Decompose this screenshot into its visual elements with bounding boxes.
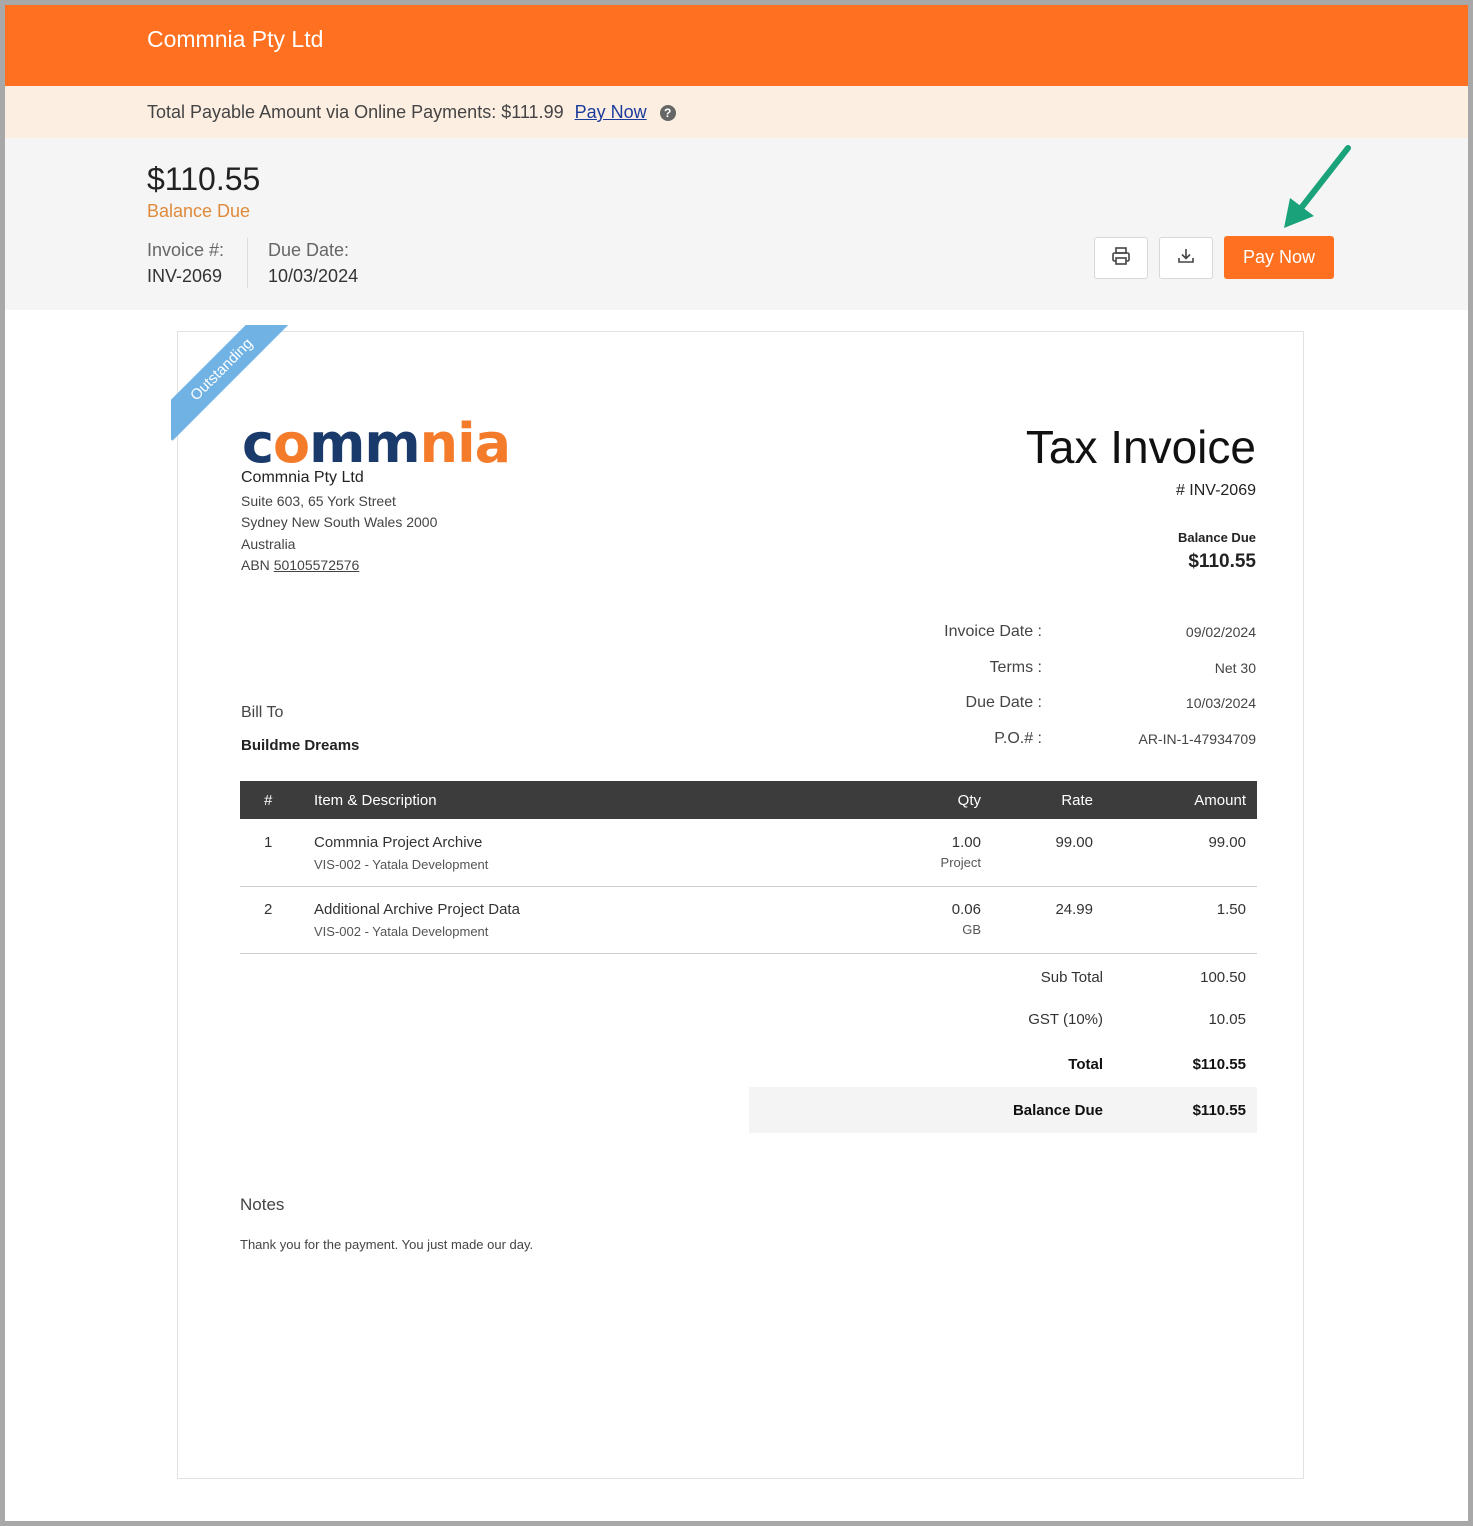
row-unit: Project bbox=[940, 855, 981, 870]
subtotal-value: 100.50 bbox=[1200, 969, 1246, 986]
annotation-arrow-icon bbox=[1280, 140, 1360, 235]
bill-to-name: Buildme Dreams bbox=[241, 737, 360, 754]
terms-label: Terms : bbox=[989, 659, 1042, 676]
gst-label: GST (10%) bbox=[1028, 1011, 1103, 1028]
print-button[interactable] bbox=[1094, 237, 1148, 279]
po-label: P.O.# : bbox=[994, 730, 1042, 747]
row-unit: GB bbox=[962, 922, 981, 937]
doc-balance-due-label: Balance Due bbox=[1177, 530, 1256, 545]
company-logo: commnia bbox=[242, 412, 511, 475]
terms-value: Net 30 bbox=[1214, 660, 1256, 676]
pay-now-button[interactable]: Pay Now bbox=[1224, 236, 1334, 279]
total-value: $110.55 bbox=[1192, 1056, 1246, 1073]
bill-to-label: Bill To bbox=[241, 704, 284, 721]
download-button[interactable] bbox=[1159, 237, 1213, 279]
abn-number: 50105572576 bbox=[273, 557, 360, 573]
table-row bbox=[240, 887, 1257, 954]
row-item-desc: VIS-002 - Yatala Development bbox=[314, 857, 489, 872]
seller-name: Commnia Pty Ltd bbox=[241, 469, 364, 486]
col-amount: Amount bbox=[1194, 792, 1246, 809]
row-amount: 99.00 bbox=[1208, 834, 1246, 851]
row-item-desc: VIS-002 - Yatala Development bbox=[314, 924, 489, 939]
header-company-name: Commnia Pty Ltd bbox=[147, 26, 324, 52]
totals-balance-due-value: $110.55 bbox=[1192, 1102, 1246, 1119]
online-payment-banner bbox=[0, 86, 1473, 138]
status-ribbon-label: Outstanding bbox=[171, 325, 291, 441]
row-amount: 1.50 bbox=[1216, 901, 1246, 918]
invoice-number-label: Invoice #: bbox=[147, 240, 225, 260]
row-qty: 1.00 bbox=[951, 834, 981, 851]
row-num: 2 bbox=[264, 901, 273, 918]
due-date-value: 10/03/2024 bbox=[268, 266, 359, 286]
abn-label: ABN bbox=[241, 557, 270, 573]
seller-address-line2: Sydney New South Wales 2000 bbox=[241, 514, 438, 530]
row-item-name: Commnia Project Archive bbox=[314, 834, 483, 851]
gst-value: 10.05 bbox=[1208, 1011, 1246, 1028]
totals-balance-due-label: Balance Due bbox=[1012, 1102, 1103, 1119]
row-num: 1 bbox=[264, 834, 273, 851]
status-ribbon bbox=[171, 325, 291, 445]
seller-abn bbox=[241, 557, 359, 573]
seller-address-line1: Suite 603, 65 York Street bbox=[241, 493, 396, 509]
meta-divider bbox=[247, 238, 248, 288]
pay-now-link[interactable]: Pay Now bbox=[574, 102, 647, 122]
question-circle-icon[interactable]: ? bbox=[660, 105, 676, 121]
top-header-bar bbox=[0, 0, 1473, 86]
invoice-summary bbox=[0, 138, 1473, 310]
invoice-number-value: INV-2069 bbox=[147, 266, 223, 286]
due-date-label: Due Date: bbox=[268, 240, 350, 260]
doc-balance-due-value: $110.55 bbox=[1188, 551, 1256, 572]
print-icon bbox=[1110, 245, 1132, 272]
row-item-name: Additional Archive Project Data bbox=[314, 901, 520, 918]
balance-due-label: Balance Due bbox=[147, 201, 251, 221]
items-table-header bbox=[240, 781, 1257, 819]
seller-address-line3: Australia bbox=[241, 536, 296, 552]
col-qty: Qty bbox=[957, 792, 981, 809]
balance-due-band bbox=[749, 1087, 1257, 1133]
online-payment-text-row bbox=[147, 102, 676, 123]
notes-text: Thank you for the payment. You just made our day. bbox=[240, 1237, 534, 1252]
total-label: Total bbox=[1068, 1056, 1103, 1073]
online-payment-text: Total Payable Amount via Online Payments: $111.99 bbox=[147, 102, 564, 122]
row-qty: 0.06 bbox=[951, 901, 981, 918]
doc-due-date-label: Due Date : bbox=[965, 694, 1042, 711]
row-rate: 24.99 bbox=[1055, 901, 1093, 918]
invoice-date-value: 09/02/2024 bbox=[1185, 624, 1256, 640]
col-rate: Rate bbox=[1061, 792, 1093, 809]
download-icon bbox=[1176, 246, 1196, 271]
invoice-number: # INV-2069 bbox=[1175, 482, 1256, 499]
po-value: AR-IN-1-47934709 bbox=[1138, 731, 1256, 747]
balance-amount: $110.55 bbox=[147, 161, 261, 197]
table-row bbox=[240, 819, 1257, 887]
row-rate: 99.00 bbox=[1055, 834, 1093, 851]
invoice-date-label: Invoice Date : bbox=[944, 623, 1042, 640]
col-num: # bbox=[264, 792, 273, 809]
col-item: Item & Description bbox=[314, 792, 437, 809]
subtotal-label: Sub Total bbox=[1040, 969, 1103, 986]
doc-due-date-value: 10/03/2024 bbox=[1185, 695, 1256, 711]
notes-label: Notes bbox=[240, 1195, 285, 1214]
invoice-title: Tax Invoice bbox=[1025, 421, 1256, 473]
